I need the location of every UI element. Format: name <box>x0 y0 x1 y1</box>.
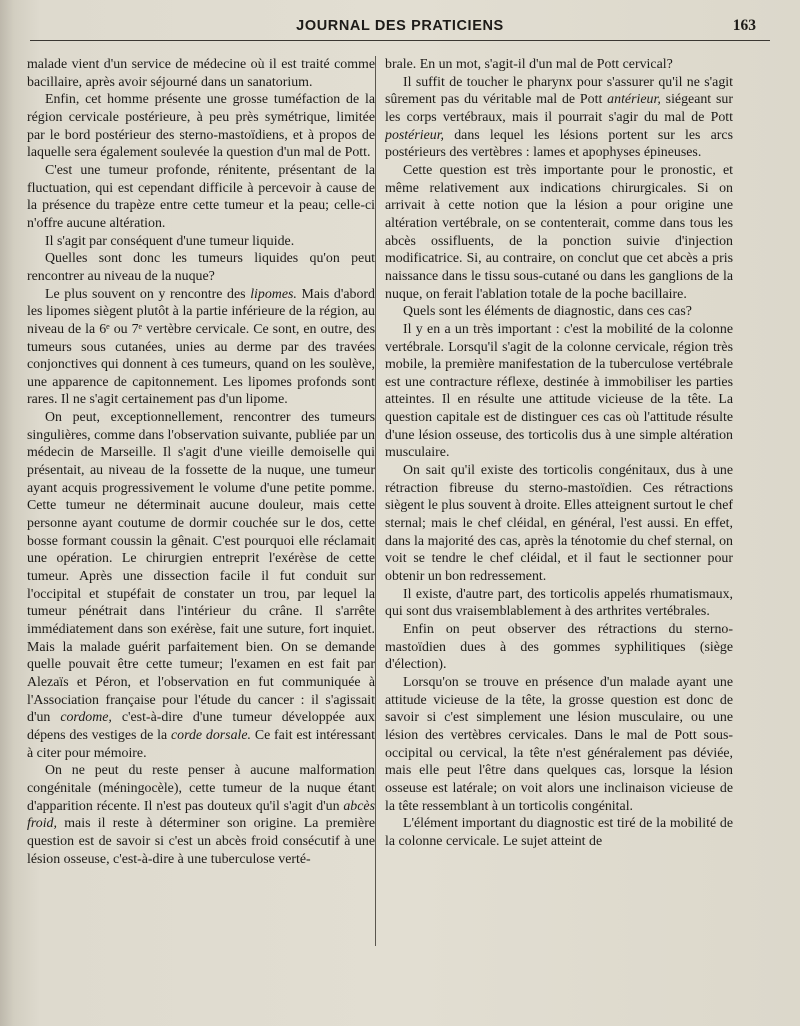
italic-term: antérieur, <box>607 92 661 108</box>
paragraph: Il s'agit par conséquent d'une tumeur liquide. <box>45 233 295 249</box>
paragraph: malade vient d'un service de médecine où il est traité comme bacillaire, après avoir séjourné dans un sanatorium. <box>27 57 375 90</box>
paragraph <box>385 74 733 162</box>
text-run: On ne peut du reste penser à aucune malformation congénitale (méningocèle), cette tumeur de la nuque étant d'apparition récente. Il n'est pas douteux qu'il s'agit d'un <box>27 763 375 814</box>
right-column <box>385 56 733 1016</box>
paragraph <box>27 286 375 410</box>
text-run: siégeant sur les corps vertébraux, mais il pourrait s'agir du mal de Pott <box>385 92 733 125</box>
paragraph: Quels sont les éléments de diagnostic, dans ces cas? <box>403 304 692 320</box>
text-run: Le plus souvent on y rencontre des <box>45 286 251 302</box>
page-header <box>30 16 770 41</box>
running-title: JOURNAL DES PRATICIENS <box>296 18 504 34</box>
text-run: Il suffit de toucher le pharynx pour s'assurer qu'il ne s'agit sûrement pas du véritable mal de Pott <box>385 74 733 108</box>
column-divider <box>375 56 376 946</box>
paragraph: Enfin on peut observer des rétractions du sterno-mastoïdien dues à des gommes syphilitiques (siège d'élection). <box>385 622 733 673</box>
paragraph: On sait qu'il existe des torticolis congénitaux, dus à une rétraction fibreuse du sterno-mastoïdien. Ces rétractions siègent le plus souvent à droite. Elles atteignent surtout le chef sternal; mais le chef cléidal, en général, l'est aussi. En effet, dans la majorité des cas, après la ténotomie du chef sternal, on voit se tendre le chef cléidal, et il faut le sectionner pour obtenir un bon redressement. <box>385 463 733 585</box>
page-number: 163 <box>732 17 756 34</box>
text-run: Mais d'abord les lipomes siègent plutôt à la partie inférieure de la région, au niveau de la 6ᵉ ou 7ᵉ vertèbre cervicale. Ce sont, en outre, des tumeurs sous cutanées, unies au derme par des travées conjonctives qui donnent à ces tumeurs, quand on les soulève, une apparence de capitonnement. Les lipomes profonds sont rares. Il ne s'agit certainement pas d'un lipome. <box>27 286 375 408</box>
paragraph: Cette question est très importante pour le pronostic, et même relativement aux indications chirurgicales. Si on arrivait à cette notion que la lésion a pour origine une altération vertébrale, on se contenterait, comme dans tous les abcès ossifluents, de la ponction suivie d'injection modificatrice. Si, au contraire, on conclut que cet abcès a pris naissance dans le tissu sous-cutané ou dans les ganglions de la nuque, on ferait l'ablation totale de la poche bacillaire. <box>385 162 733 302</box>
text-run: c'est-à-dire d'une tumeur développée aux dépens des vestiges de la <box>27 710 375 743</box>
paragraph: Lorsqu'on se trouve en présence d'un malade ayant une attitude vicieuse de la tête, la grosse question est donc de savoir si c'est simplement une lésion musculaire, ou une lésion des vertèbres cervicales. Dans le mal de Pott sous-occipital ou cervical, la tête n'est généralement pas déviée, mais elle peut l'être dans quelques cas, lorsque la lésion osseuse est latérale; on voit alors une inclinaison vicieuse de la tête ressemblant à un torticolis congénital. <box>385 674 733 814</box>
paragraph: L'élément important du diagnostic est tiré de la mobilité de la colonne cervicale. Le sujet atteint de <box>385 816 733 849</box>
paragraph <box>27 409 375 762</box>
paragraph: Quelles sont donc les tumeurs liquides qu'on peut rencontrer au niveau de la nuque? <box>27 251 375 284</box>
text-run: dans lequel les lésions portent sur les arcs postérieurs des vertèbres : lames et apophyses épineuses. <box>385 127 733 161</box>
left-column <box>27 56 375 1016</box>
text-run: mais il reste à déterminer son origine. La première question est de savoir si c'est un abcès froid consécutif à une lésion osseuse, c'est-à-dire à une tuberculose verté- <box>27 816 375 867</box>
italic-term: cordome, <box>60 710 112 726</box>
italic-term: postérieur, <box>385 127 445 143</box>
paragraph: Il existe, d'autre part, des torticolis appelés rhumatismaux, qui sont dus vraisemblablement à des arthrites vertébrales. <box>385 586 733 620</box>
paragraph: Il y en a un très important : c'est la mobilité de la colonne vertébrale. Lorsqu'il s'agit de la colonne cervicale, région très mobile, la première manifestation de la tuberculose vertébrale est une contracture réflexe, destinée à immobiliser les parties atteintes. Il en résulte une attitude vicieuse de la tête. La question capitale est de distinguer ces cas où l'attitude résulte d'une lésion osseuse, des torticolis dus à une simple altération musculaire. <box>385 321 733 461</box>
paragraph: C'est une tumeur profonde, rénitente, présentant de la fluctuation, qui est cependant difficile à percevoir à cause de la présence du trapèze entre cette tumeur et la peau; celle-ci n'offre aucune altération. <box>27 162 375 231</box>
paragraph <box>27 762 375 868</box>
italic-term: corde dorsale. <box>170 727 252 743</box>
text-run: Ce fait est intéressant à citer pour mémoire. <box>27 727 375 761</box>
italic-term: abcès froid, <box>27 798 375 832</box>
text-run: On peut, exceptionnellement, rencontrer des tumeurs singulières, comme dans l'observation suivante, publiée par un médecin de Marseille. Il s'agit d'une vieille demoiselle qui présentait, au niveau de la fossette de la nuque, une tumeur ayant acquis progressivement le volume d'une petite pomme. Cette tumeur ne déterminait aucune douleur, mais cette personne ayant coutume de dormir couchée sur le dos, cette bosse formant coussin la gênait. C'est pourquoi elle réclamait une opération. Le chirurgien entreprit l'exérèse de cette tumeur. Après une dissection facile il fut conduit sur l'occipital et stupéfait de constater un trou, par lequel la tumeur pénétrait dans l'intérieur du crâne. Il s'arrête immédiatement dans son exérèse, fait une suture, fort inquiet. Mais la malade guérit parfaitement bien. On se demande quelle pouvait être cette tumeur; l'examen en est fait par Alezaïs et Péron, et l'observation en fut communiquée à l'Association française pour l'étude du cancer : il s'agissait d'un <box>27 410 375 726</box>
paragraph: brale. En un mot, s'agit-il d'un mal de Pott cervical? <box>385 57 673 72</box>
paragraph: Enfin, cet homme présente une grosse tuméfaction de la région cervicale postérieure, à peu près symétrique, limitée par le bord postérieur des sterno-mastoïdiens, et à propos de laquelle sera également soulevée la question d'un mal de Pott. <box>27 92 375 161</box>
italic-term: lipomes. <box>250 286 297 302</box>
